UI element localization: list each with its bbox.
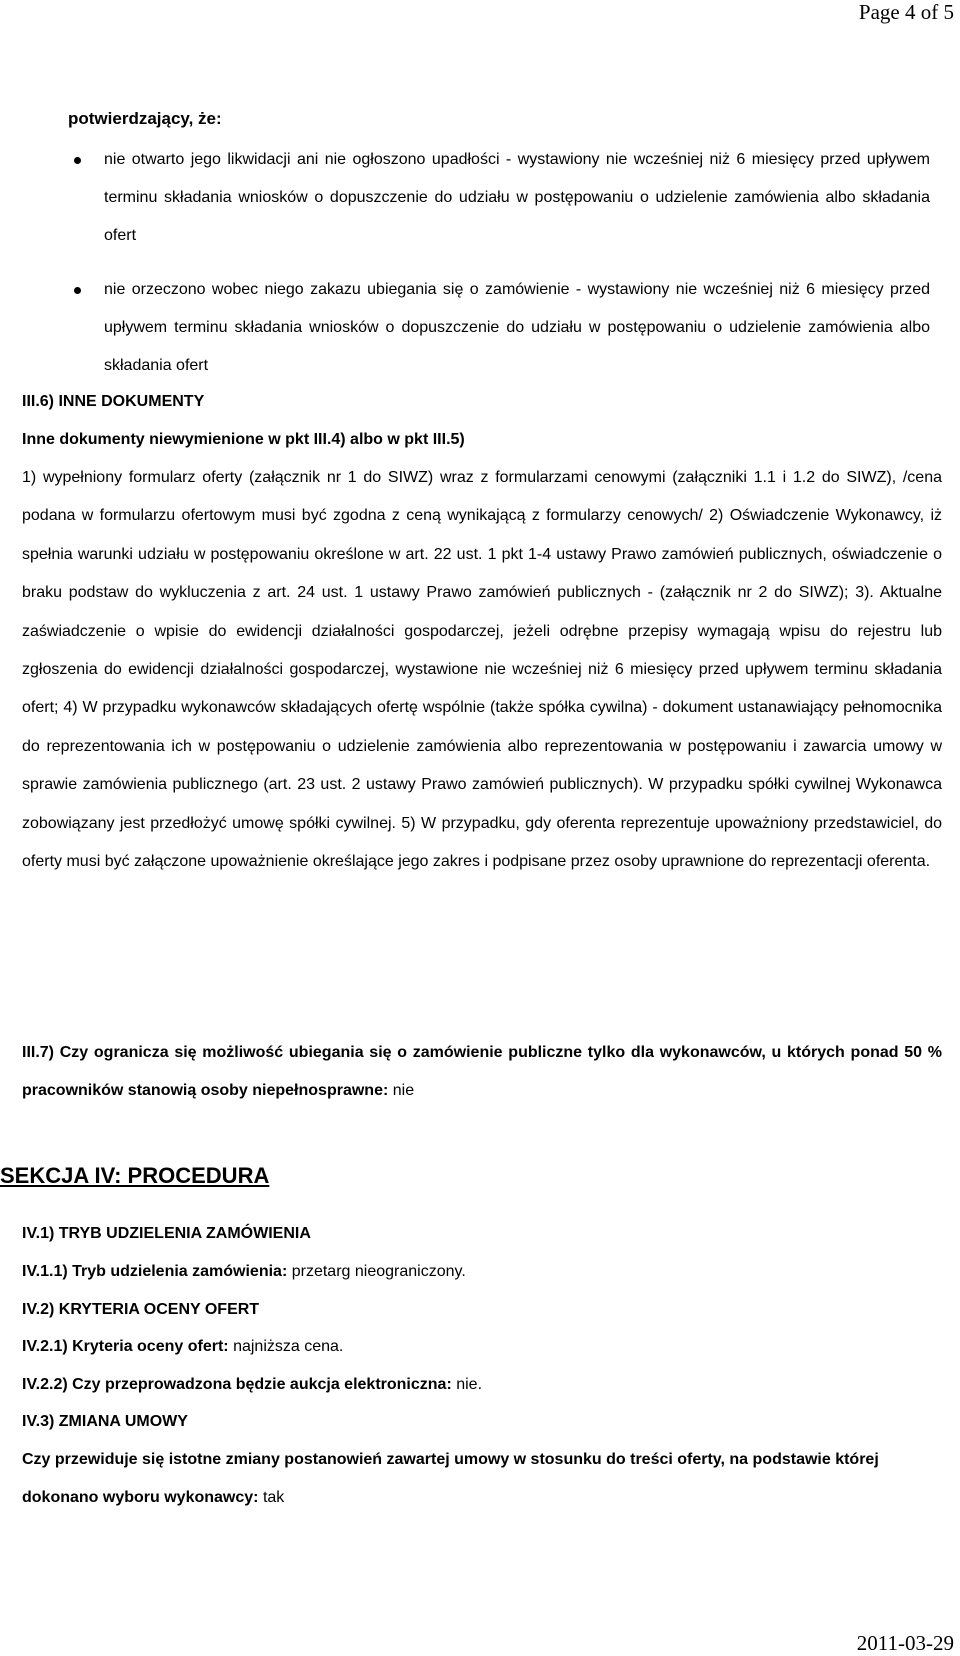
field-iv21: [22, 1337, 942, 1357]
field-label: IV.2.1) Kryteria oceny ofert:: [22, 1338, 229, 1355]
question-text: III.7) Czy ogranicza się możliwość ubiegania się o zamówienie publiczne tylko dla wykonawców, u których ponad 50 % pracowników stanowią osoby niepełnosprawne:: [22, 1044, 942, 1100]
section-heading-iii6: III.6) INNE DOKUMENTY: [22, 393, 205, 410]
section-iii7: [22, 1034, 942, 1111]
section-body-iii6: 1) wypełniony formularz oferty (załącznik nr 1 do SIWZ) wraz z formularzami cenowymi (załączniki 1.1 i 1.2 do SIWZ), /cena podana w formularzu ofertowym musi być zgodna z ceną wynikającą z formularzy cenowych/ 2) Oświadczenie Wykonawcy, iż spełnia warunki udziału w postępowaniu określone w art. 22 ust. 1 pkt 1-4 ustawy Prawo zamówień publicznych, oświadczenie o braku podstaw do wykluczenia z art. 24 ust. 1 ustawy Prawo zamówień publicznych - (załącznik nr 2 do SIWZ); 3). Aktualne zaświadczenie o wpisie do ewidencji działalności gospodarczej, jeżeli odrębne przepisy wymagają wpisu do rejestru lub zgłoszenia do ewidencji działalności gospodarczej, wystawione nie wcześniej niż 6 miesięcy przed upływem terminu składania ofert; 4) W przypadku wykonawców składających ofertę wspólnie (także spółka cywilna) - dokument ustanawiający pełnomocnika do reprezentowania ich w postępowaniu o udzielenie zamówienia albo reprezentowania w postępowaniu i zawarcia umowy w sprawie zamówienia publicznego (art. 23 ust. 2 ustawy Prawo zamówień publicznych). W przypadku spółki cywilnej Wykonawca zobowiązany jest przedłożyć umowę spółki cywilnej. 5) W przypadku, gdy oferenta reprezentuje upoważniony przedstawiciel, do oferty musi być załączone upoważnienie określające jego zakres i podpisane przez osoby uprawnione do reprezentacji oferenta.: [22, 469, 942, 871]
answer-text: tak: [262, 1489, 285, 1506]
list-item: nie orzeczono wobec niego zakazu ubiegania się o zamówienie - wystawiony nie wcześniej niż 6 miesięcy przed upływem terminu składania wniosków o dopuszczenie do udziału w postępowaniu o udzielenie zamówienia albo składania ofert: [104, 271, 930, 385]
section-subheading-iii6: Inne dokumenty niewymienione w pkt III.4) albo w pkt III.5): [22, 431, 465, 448]
field-label: IV.1.1) Tryb udzielenia zamówienia:: [22, 1263, 288, 1280]
answer-text: nie: [392, 1082, 415, 1100]
field-label: IV.2.2) Czy przeprowadzona będzie aukcja elektroniczna:: [22, 1376, 452, 1393]
section-title: SEKCJA IV: PROCEDURA: [0, 1163, 270, 1188]
field-iv3: [22, 1441, 942, 1517]
field-value: najniższa cena.: [233, 1338, 344, 1355]
field-iv11: [22, 1262, 942, 1282]
lead-text: potwierdzający, że:: [68, 109, 222, 128]
field-value: nie.: [456, 1376, 483, 1393]
section-heading-iv3: IV.3) ZMIANA UMOWY: [22, 1413, 188, 1430]
question-text: Czy przewiduje się istotne zmiany postanowień zawartej umowy w stosunku do treści oferty, na podstawie której dokonano wyboru wykonawcy:: [22, 1451, 879, 1506]
bullet-list: [104, 141, 930, 401]
field-iv22: [22, 1375, 942, 1395]
section-heading-iv2: IV.2) KRYTERIA OCENY OFERT: [22, 1301, 260, 1318]
field-value: przetarg nieograniczony.: [291, 1263, 466, 1280]
footer-date: 2011-03-29: [856, 1631, 954, 1655]
page-number: Page 4 of 5: [858, 0, 954, 24]
list-item: nie otwarto jego likwidacji ani nie ogłoszono upadłości - wystawiony nie wcześniej niż 6 miesięcy przed upływem terminu składania wniosków o dopuszczenie do udziału w postępowaniu o udzielenie zamówienia albo składania ofert: [104, 141, 930, 255]
section-heading-iv1: IV.1) TRYB UDZIELENIA ZAMÓWIENIA: [22, 1225, 311, 1242]
